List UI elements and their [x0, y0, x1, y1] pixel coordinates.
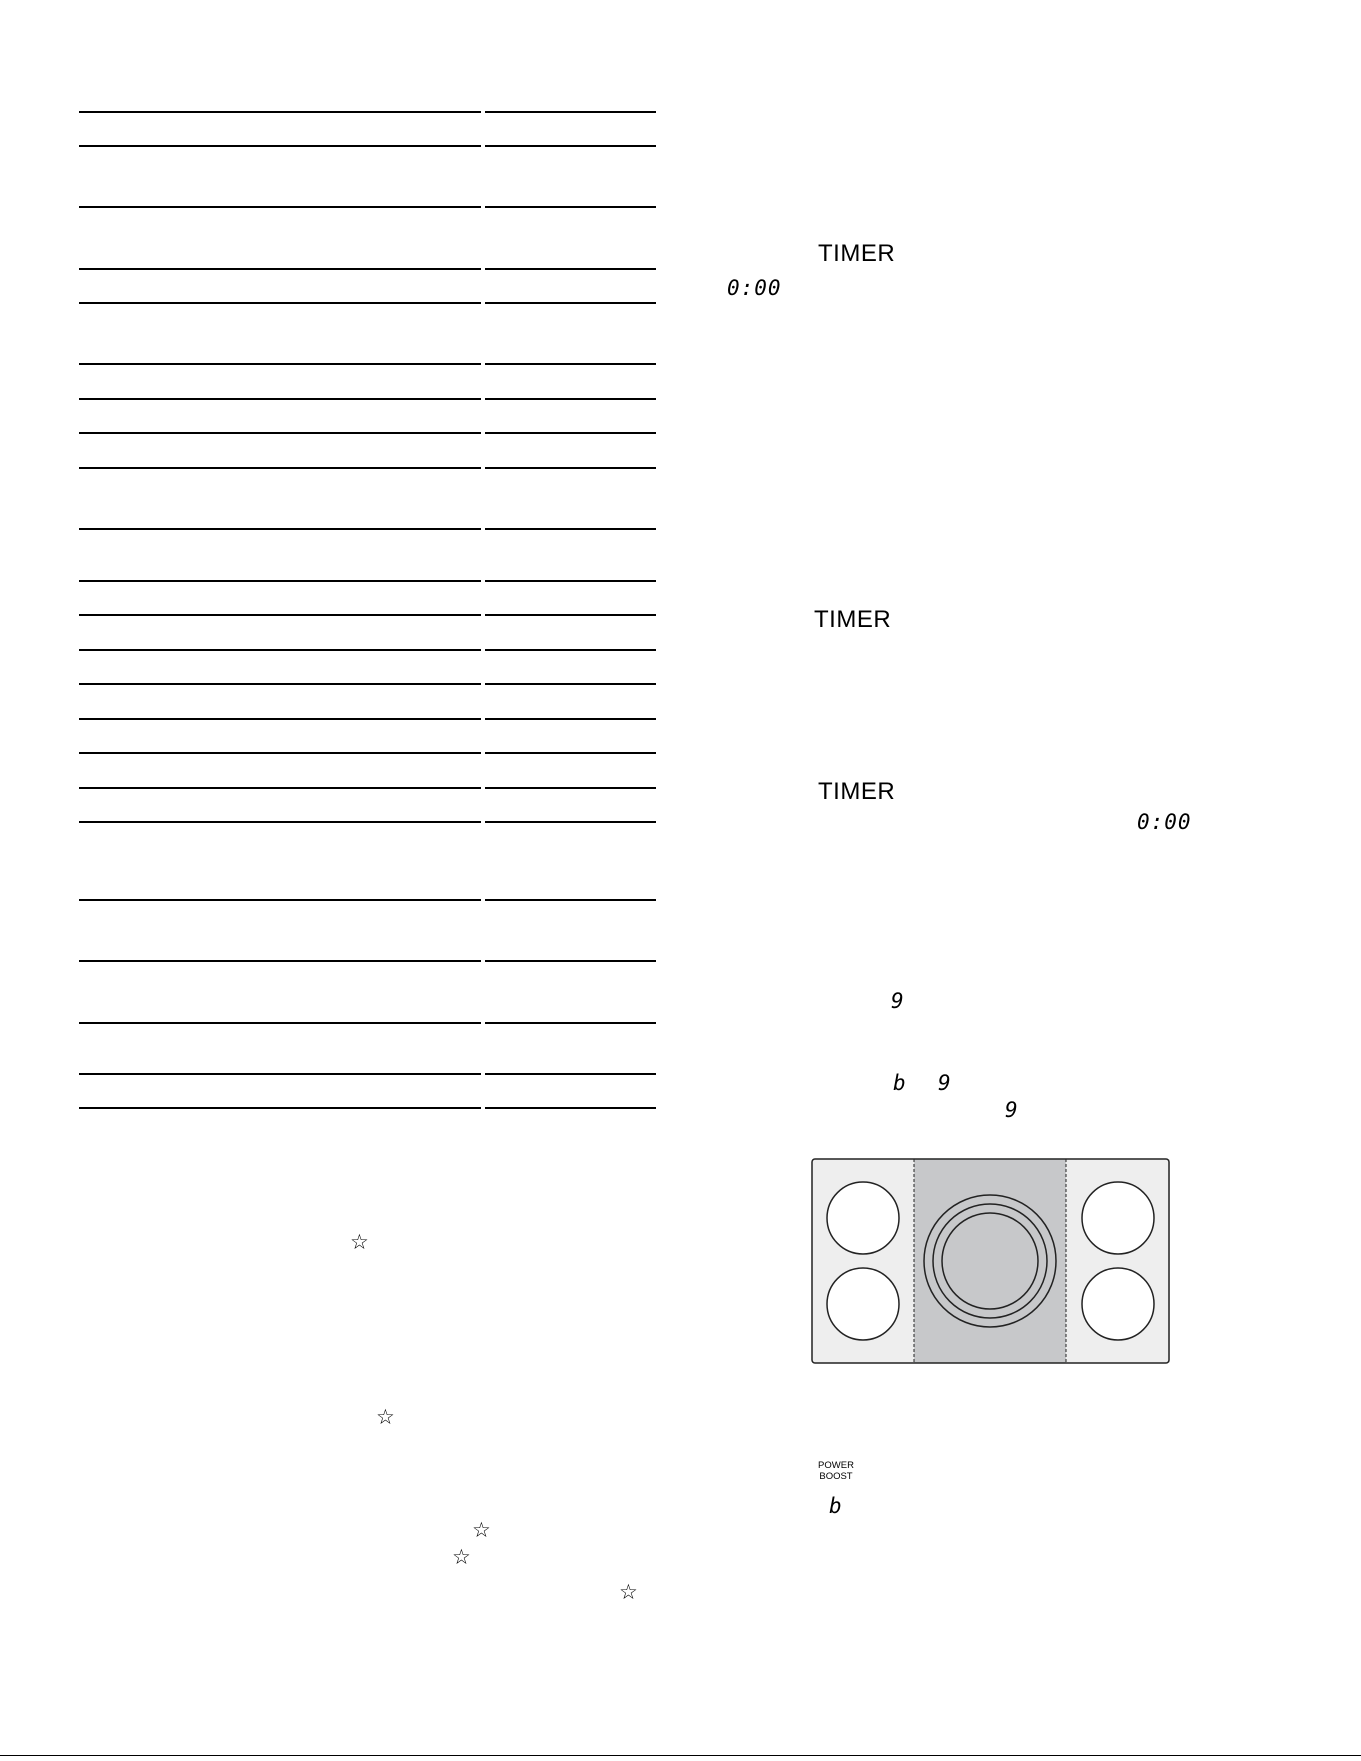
- power-boost-key: [808, 1460, 864, 1482]
- cooktop-center-zone: [914, 1159, 1066, 1363]
- table-rule: [79, 398, 481, 400]
- table-rule: [485, 111, 656, 113]
- page-bottom-rule: [0, 1755, 1361, 1756]
- table-rule: [485, 1107, 656, 1109]
- table-rule: [485, 649, 656, 651]
- table-rule: [79, 580, 481, 582]
- time-display: 0:00: [727, 276, 782, 300]
- table-rule: [485, 787, 656, 789]
- boost-display: b: [829, 1494, 843, 1518]
- table-rule: [79, 363, 481, 365]
- table-rule: [485, 302, 656, 304]
- table-rule: [79, 718, 481, 720]
- time-display: 0:00: [1137, 810, 1192, 834]
- table-rule: [485, 614, 656, 616]
- star-icon: ☆: [376, 1405, 395, 1429]
- table-rule: [485, 899, 656, 901]
- table-rule: [79, 145, 481, 147]
- table-rule: [485, 960, 656, 962]
- table-rule: [79, 1107, 481, 1109]
- table-rule: [485, 752, 656, 754]
- table-rule: [485, 528, 656, 530]
- table-rule: [79, 899, 481, 901]
- table-rule: [485, 718, 656, 720]
- table-rule: [485, 363, 656, 365]
- power-level-display: 9: [891, 989, 905, 1013]
- star-icon: ☆: [619, 1580, 638, 1604]
- table-rule: [485, 145, 656, 147]
- table-rule: [79, 268, 481, 270]
- table-rule: [79, 467, 481, 469]
- table-rule: [485, 268, 656, 270]
- table-rule: [79, 432, 481, 434]
- table-rule: [79, 1073, 481, 1075]
- table-rule: [79, 787, 481, 789]
- table-rule: [485, 580, 656, 582]
- table-rule: [79, 111, 481, 113]
- power-level-display: 9: [938, 1071, 952, 1095]
- table-rule: [79, 614, 481, 616]
- star-icon: ☆: [472, 1518, 491, 1542]
- table-rule: [79, 1022, 481, 1024]
- table-rule: [485, 432, 656, 434]
- table-rule: [79, 206, 481, 208]
- table-rule: [79, 649, 481, 651]
- table-rule: [485, 1022, 656, 1024]
- table-rule: [79, 302, 481, 304]
- power-level-display: 9: [1005, 1098, 1019, 1122]
- table-rule: [485, 683, 656, 685]
- burner-front-left: [827, 1182, 899, 1254]
- table-rule: [79, 960, 481, 962]
- table-rule: [485, 821, 656, 823]
- burner-front-right: [1082, 1182, 1154, 1254]
- burner-rear-right: [1082, 1268, 1154, 1340]
- table-rule: [79, 821, 481, 823]
- power-boost-line-1: POWER: [818, 1460, 854, 1471]
- cooktop-diagram: [810, 1157, 1172, 1365]
- table-rule: [485, 467, 656, 469]
- table-rule: [79, 752, 481, 754]
- boost-display: b: [893, 1071, 907, 1095]
- table-rule: [79, 528, 481, 530]
- table-rule: [485, 206, 656, 208]
- table-rule: [79, 683, 481, 685]
- timer-key-label: TIMER: [818, 778, 896, 805]
- table-rule: [485, 1073, 656, 1075]
- burner-rear-left: [827, 1268, 899, 1340]
- star-icon: ☆: [452, 1545, 471, 1569]
- timer-key-label: TIMER: [814, 606, 892, 633]
- power-boost-line-2: BOOST: [819, 1471, 853, 1482]
- timer-key-label: TIMER: [818, 240, 896, 267]
- star-icon: ☆: [350, 1230, 369, 1254]
- table-rule: [485, 398, 656, 400]
